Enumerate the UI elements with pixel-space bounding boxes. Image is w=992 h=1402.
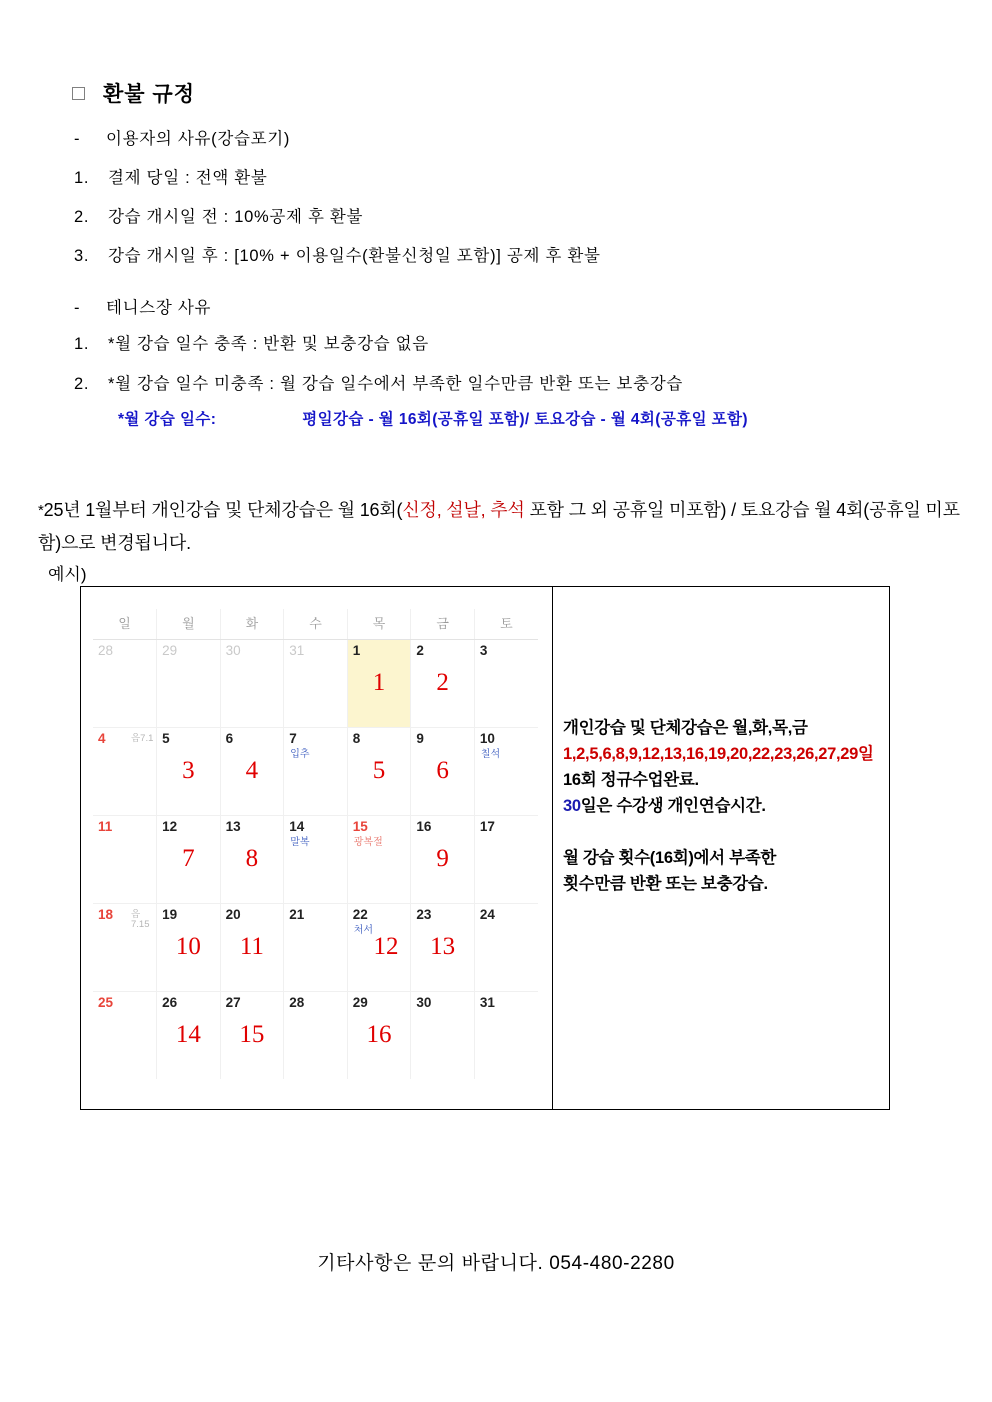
calendar-day-cell[interactable] <box>411 728 475 816</box>
calendar-day-cell[interactable] <box>284 904 348 992</box>
section-2-title <box>74 294 211 318</box>
weekday-header-sun: 일 <box>93 609 157 640</box>
weekday-header-wed: 수 <box>284 609 348 640</box>
calendar-day-number: 12 <box>162 819 178 834</box>
notice-highlight-holidays: 신정, 설날, 추석 <box>402 500 525 520</box>
calendar-day-cell[interactable] <box>157 728 221 816</box>
calendar-day-number: 2 <box>416 643 424 658</box>
calendar-day-number: 20 <box>225 907 241 922</box>
calendar-day-number: 29 <box>162 643 178 658</box>
calendar-day-cell[interactable] <box>220 640 284 728</box>
calendar-day-note: 광복절 <box>353 837 383 848</box>
calendar-day-cell[interactable] <box>474 904 538 992</box>
calendar-day-cell[interactable] <box>93 816 157 904</box>
calendar-day-note: 처서 <box>353 925 374 936</box>
calendar-lesson-count: 11 <box>239 933 264 960</box>
calendar-day-cell[interactable] <box>474 992 538 1080</box>
calendar-lesson-count: 4 <box>245 757 259 784</box>
calendar-day-number: 1 <box>352 643 361 658</box>
calendar-day-cell[interactable] <box>474 640 538 728</box>
calendar-day-number: 10 <box>479 731 495 746</box>
section-2-item-1-marker: 1. <box>74 335 90 353</box>
calendar-day-number: 26 <box>162 995 178 1010</box>
explanation-red-days: 1,2,5,6,8,9,12,13,16,19,20,22,23,26,27,29일 <box>563 745 874 763</box>
section-1-item-3 <box>74 242 601 266</box>
calendar-week-row <box>93 816 538 904</box>
calendar-day-number: 25 <box>98 995 114 1010</box>
section-2-title-text: 테니스장 사유 <box>106 299 212 317</box>
calendar-day-cell[interactable] <box>157 640 221 728</box>
calendar-day-number: 13 <box>225 819 241 834</box>
calendar-day-number: 21 <box>289 907 305 922</box>
calendar-day-cell[interactable] <box>347 728 411 816</box>
section-1-item-1 <box>74 164 268 188</box>
calendar-day-number: 27 <box>225 995 241 1010</box>
calendar-day-cell[interactable] <box>411 816 475 904</box>
calendar-day-number: 18 <box>98 907 114 922</box>
section-1-item-2-marker: 2. <box>74 208 90 226</box>
calendar-day-cell[interactable] <box>347 904 411 992</box>
calendar-day-cell[interactable] <box>347 640 411 728</box>
calendar-lunar-label: 음7.1 <box>131 733 154 744</box>
notice-part-2: 포함 그 외 공휴일 미포함) / 토요강습 월 4회(공휴일 미포함)으로 변경됩니다. <box>38 500 960 553</box>
explanation-panel <box>553 587 889 1109</box>
section-1-title-text: 이용자의 사유(강습포기) <box>106 130 291 148</box>
page-title <box>72 78 195 108</box>
calendar-day-number: 14 <box>289 819 305 834</box>
calendar-lesson-count: 10 <box>175 933 201 960</box>
square-bullet-icon <box>72 87 85 100</box>
calendar-day-number: 24 <box>479 907 495 922</box>
footer-contact: 기타사항은 문의 바랍니다. 054-480-2280 <box>317 1253 675 1274</box>
calendar-lesson-count: 15 <box>239 1021 265 1048</box>
section-1-item-3-text: 강습 개시일 후 : [10% + 이용일수(환불신청일 포함)] 공제 후 환불 <box>108 247 601 265</box>
calendar-table <box>93 609 538 1079</box>
section-1-item-3-marker: 3. <box>74 247 90 265</box>
calendar-day-cell[interactable] <box>157 904 221 992</box>
calendar-week-row <box>93 992 538 1080</box>
calendar-week-row <box>93 640 538 728</box>
section-1-item-1-marker: 1. <box>74 169 90 187</box>
explanation-line-4: 월 강습 횟수(16회)에서 부족한 <box>563 849 777 867</box>
calendar-day-cell[interactable] <box>347 992 411 1080</box>
calendar-day-cell[interactable] <box>347 816 411 904</box>
example-frame <box>80 586 890 1110</box>
calendar-lesson-count: 14 <box>175 1021 201 1048</box>
notice-part-1: 25년 1월부터 개인강습 및 단체강습은 월 16회( <box>43 500 403 520</box>
change-notice <box>38 494 968 560</box>
calendar-day-cell[interactable] <box>474 728 538 816</box>
calendar-day-number: 11 <box>98 819 113 834</box>
calendar-lesson-count: 1 <box>372 669 386 696</box>
calendar-day-cell[interactable] <box>284 816 348 904</box>
monthly-lesson-count-value: 평일강습 - 월 16회(공휴일 포함)/ 토요강습 - 월 4회(공휴일 포함) <box>302 411 748 428</box>
section-2-item-2 <box>74 370 683 394</box>
calendar-lesson-count: 2 <box>436 669 449 696</box>
calendar-day-number: 8 <box>352 731 361 746</box>
section-1-item-2-text: 강습 개시일 전 : 10%공제 후 환불 <box>108 208 364 226</box>
explanation-line-2-tail: 16회 정규수업완료. <box>563 771 699 789</box>
calendar-day-number: 4 <box>98 731 106 746</box>
explanation-line-3 <box>563 793 883 819</box>
calendar-body <box>93 640 538 1080</box>
calendar-lesson-count: 13 <box>430 933 456 960</box>
weekday-header-mon: 월 <box>157 609 221 640</box>
explanation-line-2 <box>563 741 883 793</box>
notice-asterisk: * <box>38 502 44 519</box>
section-2-item-2-marker: 2. <box>74 375 90 393</box>
calendar-lunar-label: 음7.15 <box>131 909 150 930</box>
calendar-day-cell[interactable] <box>411 904 475 992</box>
section-1-title <box>74 125 290 149</box>
weekday-header-tue: 화 <box>220 609 284 640</box>
explanation-blue-day: 30 <box>563 797 581 815</box>
calendar-day-cell[interactable] <box>474 816 538 904</box>
calendar-day-number: 30 <box>225 643 241 658</box>
section-2-item-1 <box>74 330 429 354</box>
weekday-header-sat: 토 <box>474 609 538 640</box>
calendar-day-cell[interactable] <box>220 816 284 904</box>
calendar-day-cell[interactable] <box>220 904 284 992</box>
calendar-day-number: 29 <box>352 995 368 1010</box>
calendar-lesson-count: 9 <box>436 845 449 872</box>
calendar-week-row <box>93 904 538 992</box>
calendar-day-note: 말복 <box>290 837 310 848</box>
calendar-day-cell[interactable] <box>411 640 475 728</box>
calendar-lesson-count: 6 <box>436 757 449 784</box>
explanation-line-5: 횟수만큼 반환 또는 보충강습. <box>563 875 768 893</box>
calendar-day-number: 28 <box>98 643 114 658</box>
monthly-lesson-count-label: *월 강습 일수: <box>118 411 217 428</box>
calendar-lesson-count: 8 <box>245 845 259 872</box>
explanation-spacer <box>563 819 883 845</box>
section-1-item-1-text: 결제 당일 : 전액 환불 <box>108 169 268 187</box>
explanation-text <box>563 715 883 897</box>
calendar-day-cell[interactable] <box>220 992 284 1080</box>
page-title-text: 환불 규정 <box>103 83 195 106</box>
section-2-item-1-text: *월 강습 일수 충족 : 반환 및 보충강습 없음 <box>108 335 429 353</box>
calendar-day-number: 19 <box>162 907 178 922</box>
section-1-item-2 <box>74 203 363 227</box>
calendar-day-note: 칠석 <box>480 749 501 760</box>
calendar-day-note: 입추 <box>290 749 310 760</box>
calendar-day-cell[interactable] <box>93 992 157 1080</box>
calendar-day-number: 16 <box>416 819 432 834</box>
weekday-header-thu: 목 <box>347 609 411 640</box>
calendar-lesson-count: 7 <box>182 845 195 872</box>
calendar-day-number: 3 <box>479 643 488 658</box>
calendar-day-number: 28 <box>289 995 305 1010</box>
calendar-day-cell[interactable] <box>220 728 284 816</box>
calendar-day-cell[interactable] <box>284 640 348 728</box>
calendar-day-number: 23 <box>416 907 432 922</box>
section-2-item-2-text: *월 강습 일수 미충족 : 월 강습 일수에서 부족한 일수만큼 반환 또는 보충강습 <box>108 375 683 393</box>
calendar-weekday-header-row <box>93 609 538 640</box>
calendar-day-number: 22 <box>352 907 368 922</box>
calendar-day-cell[interactable] <box>284 728 348 816</box>
calendar-day-number: 15 <box>352 819 368 834</box>
calendar-week-row <box>93 728 538 816</box>
calendar-day-cell[interactable] <box>93 640 157 728</box>
calendar-lesson-count: 5 <box>372 757 386 784</box>
explanation-line-1: 개인강습 및 단체강습은 월,화,목,금 <box>563 719 808 737</box>
calendar-day-number: 17 <box>479 819 495 834</box>
calendar-lesson-count: 12 <box>373 933 399 960</box>
monthly-lesson-count-note <box>118 407 748 429</box>
calendar-day-cell[interactable] <box>157 992 221 1080</box>
section-1-marker: - <box>74 130 81 148</box>
calendar-day-cell[interactable] <box>411 992 475 1080</box>
section-2-marker: - <box>74 299 81 317</box>
explanation-line-3-tail: 일은 수강생 개인연습시간. <box>580 797 766 815</box>
calendar-day-number: 6 <box>225 731 234 746</box>
calendar-day-number: 9 <box>416 731 424 746</box>
example-label: 예시) <box>48 565 87 584</box>
calendar-day-cell[interactable] <box>93 728 157 816</box>
calendar-day-number: 30 <box>416 995 432 1010</box>
calendar-day-number: 7 <box>289 731 297 746</box>
calendar-day-number: 5 <box>162 731 170 746</box>
weekday-header-fri: 금 <box>411 609 475 640</box>
calendar-day-number: 31 <box>479 995 495 1010</box>
calendar-day-number: 31 <box>289 643 305 658</box>
calendar-lesson-count: 16 <box>366 1021 392 1048</box>
calendar-day-cell[interactable] <box>93 904 157 992</box>
calendar-lesson-count: 3 <box>182 757 195 784</box>
calendar-panel <box>81 587 553 1109</box>
calendar-day-cell[interactable] <box>157 816 221 904</box>
calendar-day-cell[interactable] <box>284 992 348 1080</box>
